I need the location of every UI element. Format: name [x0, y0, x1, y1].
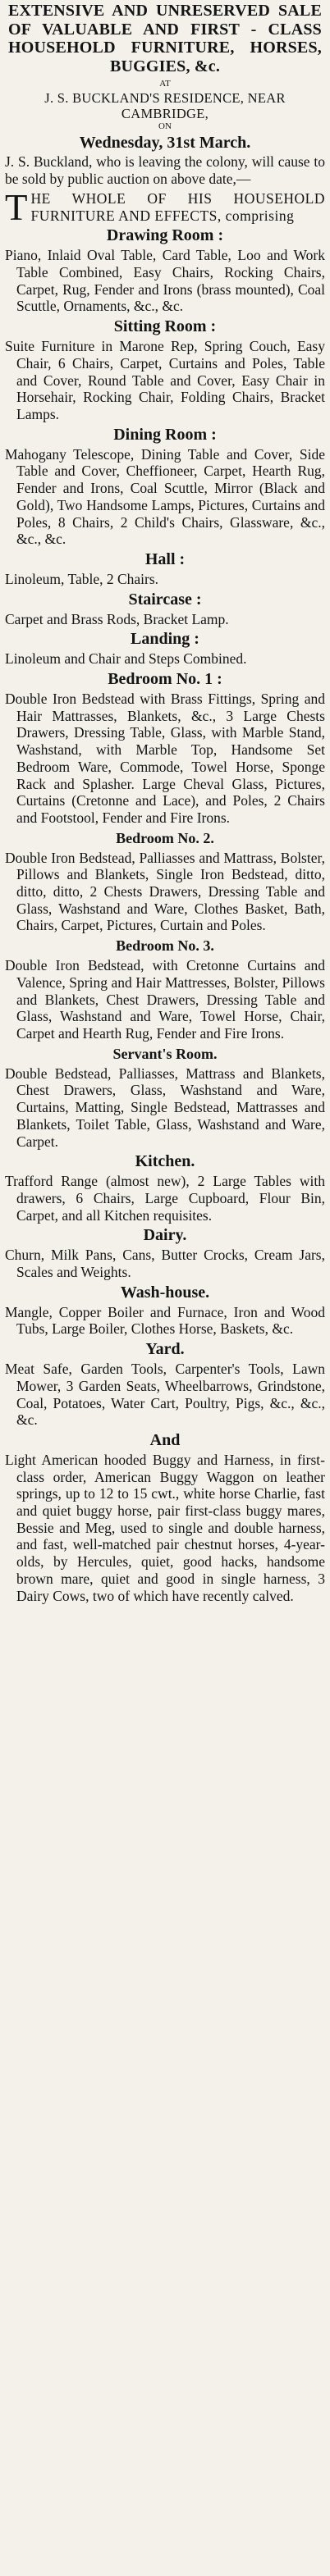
- section-wash-house: [5, 1282, 325, 1338]
- section-items: Light American hooded Buggy and Harness, in first-class order, American Buggy Waggon on leather springs, up to 12 to 15 cwt., white horse Charlie, fast and quiet buggy horse, pair first-class buggy mares, Bessie and Meg, used to single and double harness, and fast, well-matched pair chestnut horses, 4-year-olds, by Hercules, quiet, good hacks, handsome brown mare, quiet and good in single harness, 3 Dairy Cows, two of which have recently calved.: [5, 1451, 325, 1604]
- section-title: Kitchen.: [135, 1152, 195, 1171]
- section-yard: [5, 1338, 325, 1429]
- section-items: Mahogany Telescope, Dining Table and Cover, Side Table and Cover, Cheffioneer, Carpet, Hearth Rug, Fender and Irons, Coal Scuttle, Mirror (Black and Gold), Two Handsome Lamps, Pictures, Curtains and Poles, 8 Chairs, 2 Child's Chairs, Glassware, &c., &c., &c.: [5, 445, 325, 548]
- lead-text: HE WHOLE OF HIS HOUSEHOLD FURNITURE AND EFFECTS, comprising: [30, 190, 325, 224]
- drop-cap: T: [5, 187, 28, 229]
- section-items: Churn, Milk Pans, Cans, Butter Crocks, Cream Jars, Scales and Weights.: [5, 1247, 325, 1281]
- venue: J. S. BUCKLAND'S RESIDENCE, NEAR CAMBRIDGE,: [44, 90, 286, 121]
- section-items: Double Iron Bedstead, with Cretonne Curtains and Valence, Spring and Hair Mattresses, Bolster, Pillows and Blankets, Chest Drawers, Dressing Table and Glass, Washstand and Ware, Towel Horse, Chair, Carpet and Hearth Rug, Fender and Fire Irons.: [5, 957, 325, 1042]
- section-items: Carpet and Brass Rods, Bracket Lamp.: [5, 610, 229, 627]
- section-title: Staircase :: [128, 590, 202, 609]
- section-livestock: [5, 1429, 325, 1604]
- lead-paragraph: [5, 187, 325, 229]
- intro-paragraph: J. S. Buckland, who is leaving the colony, will cause to be sold by public auction on above date,—: [5, 153, 325, 187]
- section-items: Double Iron Bedstead, Palliasses and Mattrass, Bolster, Pillows and Blankets, Single Iron Bedstead, ditto, ditto, ditto, 2 Chests Drawers, Dressing Table and Glass, Washstand and Ware, Clothes Basket, Bath, Chairs, Carpet, Pictures, Curtain and Poles.: [5, 849, 325, 934]
- section-title: Hall :: [144, 549, 186, 568]
- sale-date: Wednesday, 31st March.: [79, 134, 251, 152]
- section-title: Bedroom No. 3.: [116, 937, 214, 955]
- section-hall: [5, 549, 325, 588]
- section-items: Meat Safe, Garden Tools, Carpenter's Tools, Lawn Mower, 3 Garden Seats, Wheelbarrows, Grindstone, Coal, Potatoes, Water Cart, Poultry, Pigs, &c., &c., &c.: [5, 1361, 325, 1429]
- on-label: ON: [158, 121, 172, 131]
- section-title: Servant's Room.: [112, 1045, 218, 1062]
- section-title: And: [149, 1430, 181, 1449]
- section-items: Mangle, Copper Boiler and Furnace, Iron and Wood Tubs, Large Boiler, Clothes Horse, Baskets, &c.: [5, 1303, 325, 1338]
- section-drawing-room: [5, 225, 325, 315]
- section-bedroom-3: [5, 935, 325, 1042]
- section-staircase: [5, 589, 325, 628]
- section-title: Bedroom No. 1 :: [108, 670, 222, 689]
- section-title: Yard.: [145, 1340, 185, 1359]
- at-label: AT: [159, 79, 171, 89]
- section-items: Piano, Inlaid Oval Table, Card Table, Loo and Work Table Combined, Easy Chairs, Rocking Chairs, Carpet, Rug, Fender and Irons (brass mounted), Coal Scuttle, Ornaments, &c., &c.: [5, 247, 325, 315]
- section-kitchen: [5, 1151, 325, 1224]
- advertisement: [5, 2, 325, 1604]
- section-items: Trafford Range (almost new), 2 Large Tables with drawers, 6 Chairs, Large Cupboard, Flour Bin, Carpet, and all Kitchen requisites.: [5, 1173, 325, 1224]
- section-items: Double Iron Bedstead with Brass Fittings, Spring and Hair Mattrasses, Blankets, &c., 3 Large Chests Drawers, Dressing Table, Glass, with Marble Stand, Washstand, with Marble Top, Handsome Set Bedroom Ware, Commode, Towel Horse, Sponge Rack and Splasher. Large Cheval Glass, Pictures, Curtains (Cretonne and Lace), and Poles, 2 Chairs and Footstool, Fender and Fire Irons.: [5, 691, 325, 826]
- section-bedroom-1: [5, 668, 325, 827]
- section-title: Drawing Room :: [106, 226, 224, 245]
- section-items: Double Bedstead, Palliasses, Mattrass and Blankets, Chest Drawers, Glass, Washstand and Ware, Curtains, Matting, Single Bedstead, Mattrasses and Blankets, Toilet Table, Glass, Washstand and Ware, Carpet.: [5, 1065, 325, 1150]
- section-sitting-room: [5, 316, 325, 423]
- section-bedroom-2: [5, 828, 325, 935]
- section-items: Linoleum and Chair and Steps Combined.: [5, 650, 247, 668]
- headline: EXTENSIVE AND UNRESERVED SALE OF VALUABLE AND FIRST - CLASS HOUSEHOLD FURNITURE, HORSES, BUGGIES, &c.: [8, 2, 322, 75]
- section-title: Sitting Room :: [113, 317, 217, 336]
- section-title: Wash-house.: [120, 1283, 210, 1302]
- section-landing: [5, 628, 325, 668]
- section-title: Bedroom No. 2.: [116, 829, 214, 846]
- section-servants-room: [5, 1043, 325, 1151]
- section-title: Landing :: [131, 630, 199, 649]
- section-title: Dining Room :: [113, 425, 217, 444]
- section-items: Suite Furniture in Marone Rep, Spring Couch, Easy Chair, 6 Chairs, Carpet, Curtains and Poles, Table and Cover, Round Table and Cover, Easy Chair in Horsehair, Rocking Chair, Folding Chairs, Bracket Lamps.: [5, 338, 325, 422]
- section-dairy: [5, 1224, 325, 1280]
- section-dining-room: [5, 424, 325, 548]
- section-items: Linoleum, Table, 2 Chairs.: [5, 570, 159, 587]
- section-title: Dairy.: [143, 1226, 187, 1245]
